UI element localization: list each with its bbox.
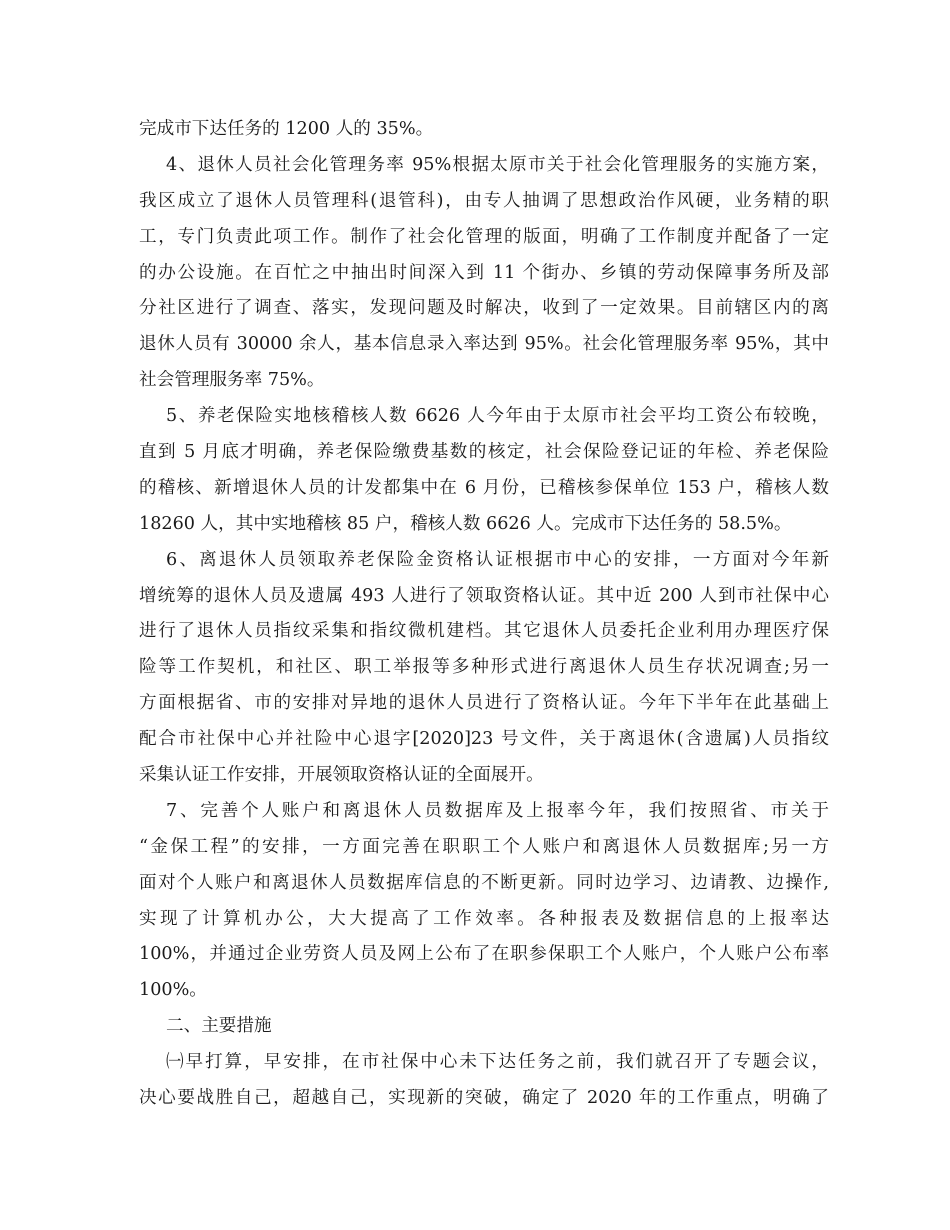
text-line: 7、完善个人账户和离退休人员数据库及上报率今年，我们按照省、市关于 [166, 800, 829, 821]
text-line: 方面根据省、市的安排对异地的退休人员进行了资格认证。今年下半年在此基础上 [139, 693, 829, 714]
text-line: 直到 5 月底才明确，养老保险缴费基数的核定，社会保险登记证的年检、养老保险 [139, 442, 829, 463]
text-line: 我区成立了退休人员管理科(退管科)，由专人抽调了思想政治作风硬，业务精的职 [139, 190, 829, 211]
text-line: 险等工作契机，和社区、职工举报等多种形式进行离退休人员生存状况调查;另一 [139, 657, 829, 678]
text-line: 退休人员有 30000 余人，基本信息录入率达到 95%。社会化管理服务率 95%，其中 [139, 334, 829, 355]
text-line: 6、离退休人员领取养老保险金资格认证根据市中心的安排，一方面对今年新 [166, 549, 829, 570]
text-line: 的办公设施。在百忙之中抽出时间深入到 11 个街办、乡镇的劳动保障事务所及部 [139, 262, 829, 283]
text-line: 工，专门负责此项工作。制作了社会化管理的版面，明确了工作制度并配备了一定 [139, 226, 829, 247]
text-line: 增统筹的退休人员及遗属 493 人进行了领取资格认证。其中近 200 人到市社保中心 [139, 585, 829, 606]
text-line: 社会管理服务率 75%。 [139, 370, 325, 391]
text-line: 二、主要措施 [166, 1016, 272, 1037]
text-line: 决心要战胜自己，超越自己，实现新的突破，确定了 2020 年的工作重点，明确了 [139, 1088, 829, 1109]
text-line: 分社区进行了调查、落实，发现问题及时解决，收到了一定效果。目前辖区内的离 [139, 298, 829, 319]
text-line: 4、退休人员社会化管理务率 95%根据太原市关于社会化管理服务的实施方案， [166, 154, 829, 175]
text-line: 的稽核、新增退休人员的计发都集中在 6 月份，已稽核参保单位 153 户，稽核人数 [139, 477, 829, 498]
text-line: 进行了退休人员指纹采集和指纹微机建档。其它退休人员委托企业利用办理医疗保 [139, 621, 829, 642]
text-line: 实现了计算机办公，大大提高了工作效率。各种报表及数据信息的上报率达 [139, 908, 829, 929]
text-line: 采集认证工作安排，开展领取资格认证的全面展开。 [139, 765, 544, 786]
text-line: 面对个人账户和离退休人员数据库信息的不断更新。同时边学习、边请教、边操作, [139, 872, 829, 893]
text-line: ㈠早打算，早安排，在市社保中心未下达任务之前，我们就召开了专题会议， [166, 1052, 829, 1073]
text-line: 5、养老保险实地核稽核人数 6626 人今年由于太原市社会平均工资公布较晚， [166, 406, 829, 427]
text-line: 100%。 [139, 980, 207, 1001]
text-line: 完成市下达任务的 1200 人的 35%。 [139, 119, 434, 139]
text-line: “金保工程”的安排，一方面完善在职职工个人账户和离退休人员数据库;另一方 [139, 836, 829, 857]
text-line: 配合市社保中心并社险中心退字[2020]23 号文件，关于离退休(含遗属)人员指纹 [139, 729, 829, 750]
text-line: 100%，并通过企业劳资人员及网上公布了在职参保职工个人账户，个人账户公布率 [139, 944, 829, 965]
document-body [139, 112, 829, 1117]
text-line: 18260 人，其中实地稽核 85 户，稽核人数 6626 人。完成市下达任务的 58.5%。 [139, 513, 792, 534]
